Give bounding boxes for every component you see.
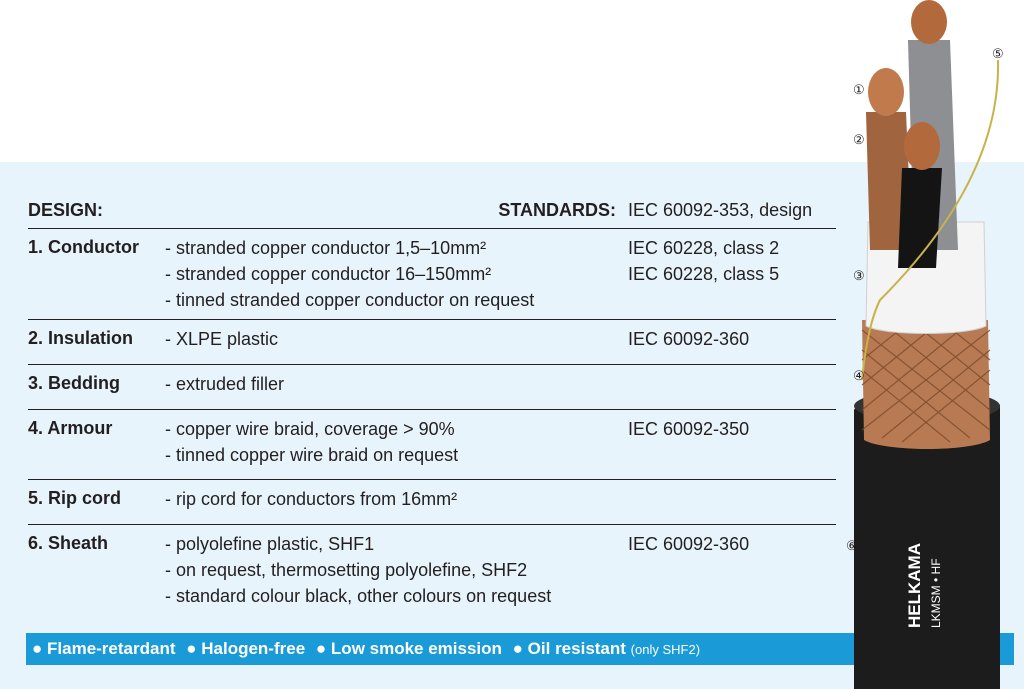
- row-standards: [628, 418, 749, 444]
- bullet-icon: ●: [32, 639, 43, 658]
- row-description: [165, 418, 458, 470]
- row-name: 2. Insulation: [28, 328, 134, 348]
- description-line: - extruded filler: [165, 374, 285, 394]
- row-standards: [628, 237, 779, 289]
- callout-1: ①: [853, 82, 865, 97]
- description-line: - XLPE plastic: [165, 329, 279, 349]
- description-line: - on request, thermosetting polyolefine, SHF2: [165, 560, 528, 580]
- feature-low-smoke: Low smoke emission: [330, 639, 502, 658]
- cable-cross-section-illustration: [840, 0, 1024, 689]
- bullet-icon: ●: [315, 639, 327, 658]
- callout-4: ④: [853, 368, 865, 383]
- row-name: 4. Armour: [28, 418, 113, 438]
- spec-row-conductor: [28, 229, 836, 320]
- row-description: [165, 488, 457, 514]
- spec-row-bedding: [28, 365, 836, 410]
- standard-line: IEC 60092-360: [628, 534, 750, 554]
- description-line: - standard colour black, other colours on request: [165, 586, 552, 606]
- callout-6: ⑥: [846, 538, 858, 553]
- bullet-icon: ●: [512, 639, 523, 658]
- standard-line: IEC 60092-360: [628, 329, 750, 349]
- description-line: - tinned stranded copper conductor on request: [165, 290, 535, 310]
- description-line: - stranded copper conductor 16–150mm²: [165, 264, 492, 284]
- description-line: - tinned copper wire braid on request: [165, 445, 459, 465]
- design-heading: DESIGN:: [28, 200, 104, 220]
- spec-row-armour: [28, 410, 836, 480]
- description-line: - copper wire braid, coverage > 90%: [165, 419, 455, 439]
- standard-line: IEC 60228, class 2: [628, 238, 780, 258]
- callout-3: ③: [853, 268, 865, 283]
- spec-row-rip-cord: [28, 480, 836, 525]
- row-description: [165, 328, 278, 354]
- description-line: - rip cord for conductors from 16mm²: [165, 489, 458, 509]
- description-line: - stranded copper conductor 1,5–10mm²: [165, 238, 487, 258]
- row-description: [165, 373, 284, 399]
- spec-header: [28, 196, 836, 229]
- feature-halogen-free: Halogen-free: [201, 639, 306, 658]
- standard-line: IEC 60092-350: [628, 419, 750, 439]
- oil-resistant-note: (only SHF2): [630, 642, 701, 657]
- brown-core-copper: [868, 68, 904, 116]
- sheath-print-type: LKMSM • HF: [929, 558, 943, 628]
- row-standards: [628, 533, 749, 559]
- design-spec-table: [28, 196, 836, 619]
- sheath-print-brand: HELKAMA: [905, 543, 924, 628]
- row-name: 3. Bedding: [28, 373, 121, 393]
- feature-oil-resistant: Oil resistant: [527, 639, 626, 658]
- row-name: 5. Rip cord: [28, 488, 122, 508]
- spec-row-insulation: [28, 320, 836, 365]
- black-core: [898, 168, 942, 268]
- description-line: - polyolefine plastic, SHF1: [165, 534, 375, 554]
- feature-flame-retardant: Flame-retardant: [47, 639, 176, 658]
- standard-line: IEC 60228, class 5: [628, 264, 780, 284]
- row-description: [165, 237, 534, 315]
- standards-design-value: IEC 60092-353, design: [628, 200, 813, 220]
- standards-heading: STANDARDS:: [498, 200, 616, 220]
- row-name: 6. Sheath: [28, 533, 109, 553]
- bullet-icon: ●: [186, 639, 197, 658]
- callout-5: ⑤: [992, 46, 1004, 61]
- braid-layer: [862, 320, 990, 449]
- spec-row-sheath: [28, 525, 836, 619]
- row-standards: [628, 328, 749, 354]
- callout-2: ②: [853, 132, 865, 147]
- row-description: [165, 533, 551, 611]
- grey-core-copper: [911, 0, 947, 44]
- black-core-copper: [904, 122, 940, 170]
- row-name: 1. Conductor: [28, 237, 139, 257]
